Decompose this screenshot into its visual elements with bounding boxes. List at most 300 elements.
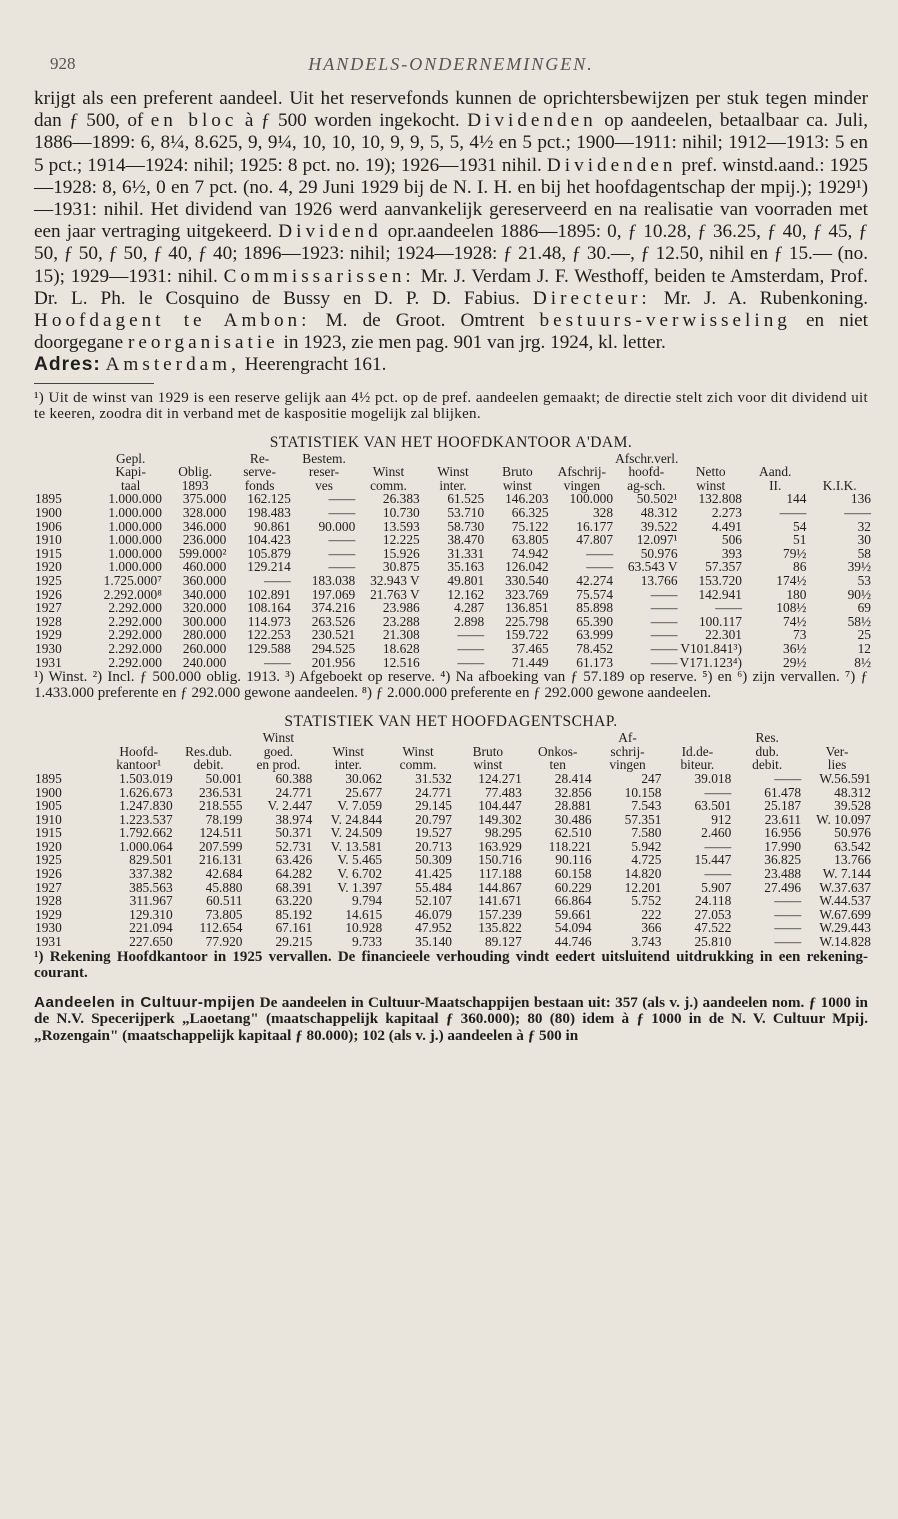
value-cell: 21.763 V xyxy=(370,586,420,602)
value-cell: 59.661 xyxy=(554,906,592,922)
header-cell: comm. xyxy=(370,477,407,493)
value-cell: 104.447 xyxy=(478,798,522,814)
value-cell: 12.225 xyxy=(382,532,420,548)
value-cell: 68.391 xyxy=(275,879,313,895)
header-cell: winst xyxy=(502,477,532,493)
running-title: HANDELS-ONDERNEMINGEN. xyxy=(308,54,594,74)
value-cell: 60.388 xyxy=(275,770,313,786)
value-cell: 47.522 xyxy=(694,920,732,936)
value-cell: 77.920 xyxy=(205,934,243,950)
value-cell: 28.414 xyxy=(554,770,592,786)
value-cell: 58 xyxy=(857,545,871,561)
value-cell: 29.145 xyxy=(415,798,452,814)
value-cell: 10.730 xyxy=(382,505,420,521)
value-cell: 236.531 xyxy=(198,784,243,800)
value-cell: 24.118 xyxy=(694,893,732,909)
value-cell: 12.516 xyxy=(382,654,420,670)
value-cell: 311.967 xyxy=(129,893,173,909)
value-cell: —— xyxy=(328,545,356,561)
value-cell: 75.574 xyxy=(576,586,614,602)
header-cell xyxy=(163,452,227,466)
table-row xyxy=(34,826,872,840)
value-cell: 12.097¹ xyxy=(636,532,678,548)
value-cell: 1.000.000 xyxy=(108,505,162,521)
header-cell: Aand. xyxy=(759,464,792,480)
value-cell: 62.510 xyxy=(554,825,592,841)
value-cell: —— xyxy=(264,572,291,588)
value-cell: 61.525 xyxy=(447,491,485,507)
value-cell: 1.792.662 xyxy=(119,825,173,841)
table-row xyxy=(34,574,872,588)
value-cell: 32 xyxy=(857,518,871,534)
value-cell: 247 xyxy=(641,770,662,786)
value-cell: 89.127 xyxy=(484,934,522,950)
value-cell: 67.161 xyxy=(275,920,313,936)
header-cell: K.I.K. xyxy=(822,477,857,493)
value-cell: —— xyxy=(704,838,732,854)
value-cell: 53.710 xyxy=(447,505,485,521)
value-cell: 77.483 xyxy=(484,784,522,800)
value-cell: 136.851 xyxy=(505,600,549,616)
header-cell: comm. xyxy=(399,757,437,773)
value-cell: 280.000 xyxy=(182,627,227,643)
value-cell: 126.042 xyxy=(505,559,549,575)
value-cell: 31.532 xyxy=(415,770,452,786)
cultuur-paragraph: Aandeelen in Cultuur-mpijen De aandeelen in Cultuur-Maatschappijen bestaan uit: 357 (als v. j.) aandeelen nom. ƒ 1000 in de N.V. Specerijperk „Laoetang" (maatschappelijk kapitaal ƒ 360.000); 80 (80) idem à ƒ 1000 in de N. V. Cultuur Mpij. „Rozengain" (maatschappelijk kapitaal ƒ 80.000); 102 (als v. j.) aandeelen à ƒ 500 in xyxy=(34,993,868,1044)
value-cell: 18.628 xyxy=(382,640,420,656)
table-row xyxy=(34,492,872,506)
value-cell: 30.486 xyxy=(554,811,592,827)
value-cell: 60.229 xyxy=(554,879,592,895)
table1-notes: ¹) Winst. ²) Incl. ƒ 500.000 oblig. 1913. ³) Afgeboekt op reserve. ⁴) Na afboeking van ƒ 57.189 op reserve. ⁵) en ⁶) zijn vervallen. ⁷) ƒ 1.433.000 preferente en ƒ 292.000 gewone aandeelen. ⁸) ƒ 2.000.000 preferente en ƒ 292.000 gewone aandeelen. xyxy=(34,669,868,702)
header-cell: reser- xyxy=(308,464,340,480)
value-cell: 50.976 xyxy=(640,545,678,561)
value-cell: 240.000 xyxy=(182,654,227,670)
value-cell: 599.000² xyxy=(178,545,227,561)
value-cell: 14.820 xyxy=(624,866,662,882)
value-cell: 108½ xyxy=(776,600,807,616)
value-cell: 55.484 xyxy=(415,879,452,895)
value-cell: 340.000 xyxy=(182,586,227,602)
value-cell: 35.140 xyxy=(415,934,452,950)
value-cell: 1.247.830 xyxy=(119,798,173,814)
value-cell: 375.000 xyxy=(182,491,227,507)
value-cell: 50.976 xyxy=(834,825,871,841)
header-cell: biteur. xyxy=(680,757,715,773)
table-row xyxy=(34,601,872,615)
value-cell: 32.856 xyxy=(554,784,592,800)
value-cell: 74½ xyxy=(783,613,807,629)
value-cell: 86 xyxy=(793,559,807,575)
value-cell: 36.825 xyxy=(764,852,802,868)
value-cell: 1.223.537 xyxy=(119,811,173,827)
value-cell: 122.253 xyxy=(247,627,291,643)
value-cell: 63.999 xyxy=(576,627,614,643)
year-cell: 1927 xyxy=(35,600,62,616)
value-cell: 912 xyxy=(711,811,732,827)
header-cell: fonds xyxy=(244,477,275,493)
value-cell: 23.288 xyxy=(382,613,420,629)
value-cell: 65.390 xyxy=(576,613,614,629)
value-cell: 136 xyxy=(850,491,871,507)
value-cell: 294.525 xyxy=(311,640,356,656)
value-cell: 63.542 xyxy=(834,838,871,854)
value-cell: 1.000.000 xyxy=(108,559,162,575)
value-cell: 28.881 xyxy=(554,798,592,814)
value-cell: 48.312 xyxy=(834,784,871,800)
value-cell: 230.521 xyxy=(311,627,356,643)
value-cell: 61.478 xyxy=(764,784,802,800)
year-cell: 1930 xyxy=(35,920,62,936)
value-cell: 4.287 xyxy=(454,600,485,616)
header-cell xyxy=(34,745,104,759)
header-cell xyxy=(174,731,244,745)
table-row xyxy=(34,772,872,786)
value-cell: 4.725 xyxy=(631,852,662,868)
header-cell: dub. xyxy=(755,743,779,759)
year-cell: 1925 xyxy=(35,572,62,588)
value-cell: 197.069 xyxy=(311,586,356,602)
value-cell: 48.312 xyxy=(640,505,678,521)
header-cell: II. xyxy=(769,477,782,493)
value-cell: 30.875 xyxy=(382,559,420,575)
value-cell: 2.292.000 xyxy=(108,640,162,656)
header-cell: 1893 xyxy=(181,477,209,493)
value-cell: 39½ xyxy=(847,559,871,575)
value-cell: 227.650 xyxy=(129,934,173,950)
header-cell: Bruto xyxy=(502,464,533,480)
value-cell: —— xyxy=(704,784,732,800)
value-cell: 180 xyxy=(786,586,807,602)
value-cell: 57.357 xyxy=(705,559,742,575)
header-row xyxy=(34,465,872,479)
footnote-rule xyxy=(34,383,154,384)
value-cell: —— xyxy=(650,600,678,616)
table-row xyxy=(34,656,872,670)
year-cell: 1900 xyxy=(35,505,62,521)
value-cell: —— xyxy=(328,532,356,548)
year-cell: 1929 xyxy=(35,906,62,922)
header-cell xyxy=(356,452,420,466)
value-cell: 144.867 xyxy=(478,879,522,895)
value-cell: W. 10.097 xyxy=(816,811,871,827)
table-row xyxy=(34,520,872,534)
value-cell: 39.528 xyxy=(834,798,871,814)
header-cell xyxy=(104,731,174,745)
value-cell: 38.974 xyxy=(275,811,313,827)
table-row xyxy=(34,506,872,520)
header-row xyxy=(34,758,872,772)
value-cell: 2.292.000⁸ xyxy=(103,586,162,602)
value-cell: 90½ xyxy=(847,586,871,602)
year-cell: 1900 xyxy=(35,784,62,800)
cultuur-heading: Aandeelen in Cultuur-mpijen xyxy=(34,993,256,1011)
value-cell: 460.000 xyxy=(182,559,227,575)
value-cell: W.56.591 xyxy=(819,770,871,786)
header-cell: Kapi- xyxy=(115,464,146,480)
value-cell: 2.460 xyxy=(701,825,732,841)
header-cell: inter. xyxy=(334,757,362,773)
header-cell: Winst xyxy=(437,464,469,480)
table-row xyxy=(34,786,872,800)
value-cell: 74.942 xyxy=(511,545,549,561)
value-cell: 63.220 xyxy=(275,893,313,909)
value-cell: 50.502¹ xyxy=(636,491,678,507)
value-cell: 63.426 xyxy=(275,852,313,868)
header-cell: Afschr.verl. xyxy=(615,450,679,466)
value-cell: V. 2.447 xyxy=(267,798,313,814)
header-row xyxy=(34,731,872,745)
value-cell: 5.942 xyxy=(631,838,662,854)
value-cell: 63.501 xyxy=(694,798,732,814)
header-cell: Id.de- xyxy=(681,743,714,759)
value-cell: 174½ xyxy=(776,572,807,588)
value-cell: —— xyxy=(650,613,678,629)
year-cell: 1906 xyxy=(35,518,62,534)
value-cell: 63.805 xyxy=(511,532,549,548)
value-cell: 44.746 xyxy=(554,934,592,950)
value-cell: W.67.699 xyxy=(819,906,871,922)
value-cell: 41.425 xyxy=(415,866,452,882)
value-cell: —— xyxy=(586,545,614,561)
year-cell: 1927 xyxy=(35,879,62,895)
header-cell: Netto xyxy=(695,464,726,480)
header-cell: winst xyxy=(696,477,726,493)
header-cell xyxy=(34,758,104,772)
table-row xyxy=(34,615,872,629)
value-cell: 52.107 xyxy=(415,893,452,909)
header-cell xyxy=(34,465,98,479)
header-cell: vingen xyxy=(563,477,601,493)
value-cell: 346.000 xyxy=(182,518,227,534)
value-cell: 51 xyxy=(793,532,807,548)
value-cell: 12.162 xyxy=(447,586,485,602)
year-cell: 1915 xyxy=(35,825,62,841)
table-row xyxy=(34,560,872,574)
year-cell: 1929 xyxy=(35,627,62,643)
value-cell: 25.187 xyxy=(764,798,802,814)
value-cell: 98.295 xyxy=(484,825,522,841)
table-row xyxy=(34,588,872,602)
value-cell: 132.808 xyxy=(698,491,742,507)
value-cell: 25.677 xyxy=(345,784,383,800)
value-cell: 506 xyxy=(721,532,742,548)
year-cell: 1915 xyxy=(35,545,62,561)
value-cell: 73 xyxy=(793,627,807,643)
value-cell: —— xyxy=(774,906,802,922)
header-cell: lies xyxy=(827,757,847,773)
value-cell: 216.131 xyxy=(198,852,243,868)
value-cell: 14.615 xyxy=(345,906,383,922)
header-cell xyxy=(34,479,98,493)
value-cell: 129.310 xyxy=(129,906,173,922)
table2-title: STATISTIEK VAN HET HOOFDAGENTSCHAP. xyxy=(284,713,618,731)
value-cell: 25 xyxy=(857,627,871,643)
value-cell: 90.861 xyxy=(253,518,291,534)
header-cell: Res.dub. xyxy=(185,743,232,759)
value-cell: V. 13.581 xyxy=(330,838,383,854)
header-cell xyxy=(313,731,383,745)
header-cell: hoofd- xyxy=(628,464,665,480)
value-cell: 79½ xyxy=(783,545,807,561)
value-cell: 85.898 xyxy=(576,600,614,616)
header-cell: schrij- xyxy=(610,743,645,759)
value-cell: 54 xyxy=(793,518,807,534)
header-cell xyxy=(34,731,104,745)
value-cell: 54.094 xyxy=(554,920,592,936)
value-cell: 102.891 xyxy=(247,586,291,602)
value-cell: —— xyxy=(264,654,291,670)
value-cell: 114.973 xyxy=(247,613,291,629)
value-cell: W. 7.144 xyxy=(822,866,871,882)
header-row xyxy=(34,452,872,466)
value-cell: 50.371 xyxy=(275,825,313,841)
value-cell: 105.879 xyxy=(247,545,291,561)
value-cell: 2.292.000 xyxy=(108,600,162,616)
table-row xyxy=(34,628,872,642)
value-cell: —— xyxy=(844,505,871,521)
value-cell: —— xyxy=(586,559,614,575)
value-cell: 50.001 xyxy=(205,770,243,786)
value-cell: 22.301 xyxy=(705,627,742,643)
value-cell: 90.116 xyxy=(555,852,592,868)
value-cell: 1.000.000 xyxy=(108,518,162,534)
header-cell: Bruto xyxy=(472,743,504,759)
value-cell: 13.766 xyxy=(640,572,678,588)
value-cell: 36½ xyxy=(783,640,807,656)
year-cell: 1920 xyxy=(35,559,62,575)
value-cell: 39.018 xyxy=(694,770,732,786)
value-cell: 2.273 xyxy=(711,505,742,521)
value-cell: 108.164 xyxy=(247,600,291,616)
header-cell: Bestem. xyxy=(302,450,346,466)
table1-title: STATISTIEK VAN HET HOOFDKANTOOR A'DAM. xyxy=(269,433,633,451)
year-cell: 1920 xyxy=(35,838,62,854)
value-cell: 52.731 xyxy=(275,838,313,854)
header-cell xyxy=(383,731,453,745)
value-cell: 57.351 xyxy=(624,811,662,827)
value-cell: 29½ xyxy=(783,654,807,670)
header-cell: en prod. xyxy=(256,757,301,773)
header-cell: winst xyxy=(473,757,503,773)
value-cell: 3.743 xyxy=(631,934,662,950)
footnote-1: ¹) Uit de winst van 1929 is een reserve gelijk aan 4½ pct. op de pref. aandeelen gemaakt; de directie stelt zich voor dit dividend uit te keeren, zoodra dit in verband met de kaspositie mogelijk zal blijken. xyxy=(34,389,868,422)
value-cell: V171.123⁴) xyxy=(679,654,742,670)
value-cell: 157.239 xyxy=(478,906,522,922)
header-cell xyxy=(802,731,872,745)
year-cell: 1895 xyxy=(35,770,62,786)
value-cell: 236.000 xyxy=(182,532,227,548)
table-row xyxy=(34,840,872,854)
year-cell: 1926 xyxy=(35,586,62,602)
value-cell: 10.928 xyxy=(345,920,383,936)
value-cell: 60.158 xyxy=(554,866,592,882)
value-cell: 1.725.000⁷ xyxy=(103,572,162,588)
value-cell: 218.555 xyxy=(198,798,243,814)
value-cell: 71.449 xyxy=(511,654,549,670)
header-cell: inter. xyxy=(439,477,467,493)
value-cell: V. 5.465 xyxy=(337,852,383,868)
value-cell: 159.722 xyxy=(505,627,549,643)
header-cell: taal xyxy=(121,477,141,493)
value-cell: W.37.637 xyxy=(819,879,871,895)
value-cell: 124.271 xyxy=(478,770,522,786)
value-cell: —— xyxy=(774,893,802,909)
value-cell: —— xyxy=(328,505,356,521)
value-cell: 25.810 xyxy=(694,934,732,950)
value-cell: —— xyxy=(457,640,485,656)
value-cell: —— xyxy=(650,640,678,656)
value-cell: 13.593 xyxy=(382,518,420,534)
value-cell: 60.511 xyxy=(206,893,243,909)
value-cell: 129.214 xyxy=(247,559,291,575)
table2-notes: ¹) Rekening Hoofdkantoor in 1925 vervallen. De financieele verhouding vindt eedert uitsluitend uitdrukking in een rekening-courant. xyxy=(34,948,868,981)
value-cell: 27.496 xyxy=(764,879,802,895)
value-cell: 90.000 xyxy=(318,518,356,534)
value-cell: —— xyxy=(774,934,802,950)
header-cell: ten xyxy=(549,757,566,773)
value-cell: 53 xyxy=(857,572,871,588)
value-cell: 2.292.000 xyxy=(108,627,162,643)
value-cell: 26.383 xyxy=(382,491,420,507)
table-row xyxy=(34,547,872,561)
header-cell: Af- xyxy=(618,730,637,746)
value-cell: 42.274 xyxy=(576,572,614,588)
value-cell: 221.094 xyxy=(129,920,173,936)
header-cell xyxy=(421,452,485,466)
value-cell: 263.526 xyxy=(311,613,356,629)
year-cell: 1928 xyxy=(35,893,62,909)
value-cell: V101.841³) xyxy=(680,640,742,656)
main-paragraph: krijgt als een preferent aandeel. Uit het reservefonds kunnen de oprichtersbewijzen per stuk tegen minder dan ƒ 500, of en bloc à ƒ 500 worden ingekocht. Dividenden op aandeelen, betaalbaar ca. Juli, 1886—1899: 6, 8¼, 8.625, 9, 9¼, 10, 10, 10, 9, 9, 5, 5, 4½ en 5 pct.; 1900—1911: nihil; 1912—1913: 5 en 5 pct.; 1914—1924: nihil; 1925: 8 pct. no. 19); 1926—1931 nihil. Dividenden pref. winstd.aand.: 1925—1928: 8, 6½, 0 en 7 pct. (no. 4, 29 Juni 1929 bij de N. I. H. en bij het hoofdagentschap der mpij.); 1929¹)—1931: nihil. Het dividend van 1926 werd aanvankelijk gereserveerd en na realisatie van voorraden met een jaar vertraging uitgekeerd. Dividend opr.aandeelen 1886—1895: 0, ƒ 10.28, ƒ 36.25, ƒ 40, ƒ 45, ƒ 50, ƒ 50, ƒ 50, ƒ 40, ƒ 40; 1896—1923: nihil; 1924—1928: ƒ 21.48, ƒ 30.—, ƒ 12.50, nihil en ƒ 15.— (no. 15); 1929—1931: nihil. Commissarissen: Mr. J. Verdam J. F. Westhoff, beiden te Amsterdam, Prof. Dr. L. Ph. le Cosquino de Bussy en D. P. D. Fabius. Directeur: Mr. J. A. Rubenkoning. Hoofdagent te Ambon: M. de Groot. Omtrent bestuurs-verwisseling en niet doorgegane reorganisatie in 1923, zie men pag. 901 van jrg. 1924, kl. letter. xyxy=(34,88,868,354)
value-cell: 2.292.000 xyxy=(108,613,162,629)
value-cell: 24.771 xyxy=(415,784,452,800)
value-cell: —— xyxy=(457,654,485,670)
value-cell: —— xyxy=(650,586,678,602)
value-cell: 135.822 xyxy=(478,920,522,936)
value-cell: 393 xyxy=(721,545,742,561)
value-cell: 2.898 xyxy=(454,613,485,629)
value-cell: 207.599 xyxy=(198,838,243,854)
header-cell xyxy=(679,452,743,466)
value-cell: 153.720 xyxy=(698,572,742,588)
value-cell: 38.470 xyxy=(447,532,485,548)
value-cell: —— xyxy=(779,505,807,521)
value-cell: —— xyxy=(650,654,678,670)
value-cell: 58½ xyxy=(847,613,871,629)
value-cell: 7.580 xyxy=(631,825,662,841)
value-cell: 100.000 xyxy=(569,491,614,507)
value-cell: 21.308 xyxy=(382,627,420,643)
value-cell: 162.125 xyxy=(247,491,291,507)
value-cell: 1.000.000 xyxy=(108,491,162,507)
value-cell: 23.611 xyxy=(764,811,802,827)
header-cell: Hoofd- xyxy=(119,743,159,759)
value-cell: 366 xyxy=(641,920,662,936)
value-cell: 5.752 xyxy=(631,893,662,909)
page-number: 928 xyxy=(50,54,76,73)
value-cell: 12.201 xyxy=(624,879,662,895)
table-row xyxy=(34,908,872,922)
value-cell: 47.952 xyxy=(415,920,452,936)
header-cell: ves xyxy=(315,477,333,493)
value-cell: V. 1.397 xyxy=(337,879,383,895)
value-cell: 1.000.064 xyxy=(119,838,173,854)
table-row xyxy=(34,813,872,827)
value-cell: —— xyxy=(704,866,732,882)
year-cell: 1905 xyxy=(35,798,62,814)
header-cell: goed. xyxy=(263,743,294,759)
